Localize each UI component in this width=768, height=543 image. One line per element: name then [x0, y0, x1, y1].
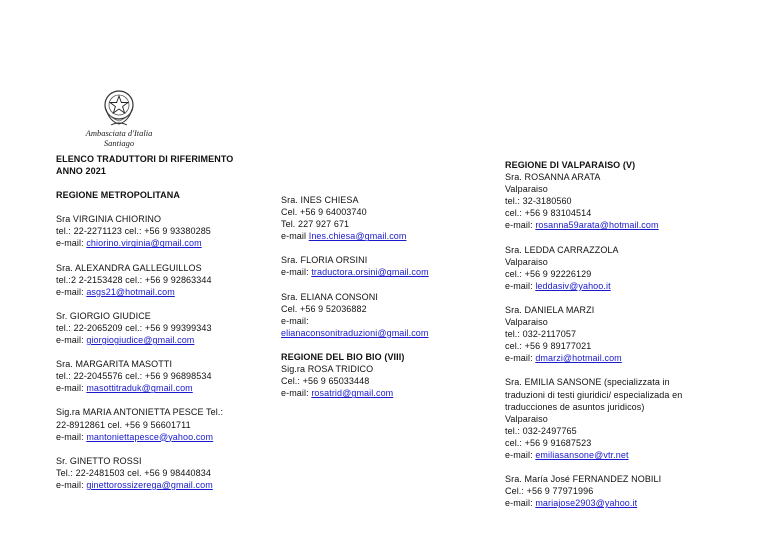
translator-phone: tel.: 32-3180560: [505, 196, 572, 207]
email-label: e-mail:: [281, 267, 312, 278]
embassy-city: Santiago: [103, 137, 135, 148]
email-link[interactable]: giorgiogiudice@gmail.com: [86, 335, 195, 346]
email-label: e-mail:: [505, 280, 536, 291]
translator-name: Sra. DANIELA MARZI: [505, 304, 595, 315]
translator-email-line: [281, 387, 491, 399]
translator-phone: Tel. 227 927 671: [281, 219, 350, 230]
email-link[interactable]: rosanna59arata@hotmail.com: [535, 220, 659, 231]
email-link[interactable]: asgs21@hotmail.com: [86, 286, 175, 297]
translator-entry: [505, 159, 740, 232]
translator-phone: Cel. +56 9 64003740: [281, 207, 367, 218]
email-link[interactable]: elianaconsonitraduzioni@gmail.com: [281, 327, 429, 338]
email-label: e-mail:: [56, 479, 87, 490]
translator-entry: [281, 291, 491, 339]
email-label: e-mail:: [56, 335, 87, 346]
email-link[interactable]: mariajose2903@yahoo.it: [535, 498, 638, 509]
translator-phone: Cel. +56 9 52036882: [281, 303, 367, 314]
translator-email-line: [505, 280, 740, 292]
translator-entry: [281, 254, 491, 278]
translator-entry: [56, 455, 266, 491]
email-label: e-mail:: [56, 238, 87, 249]
translator-email-line: [281, 266, 491, 278]
translator-name: Sra. FLORIA ORSINI: [281, 255, 368, 266]
translator-entry: [505, 376, 740, 461]
translator-phone: tel.: 22-2045576 cel.: +56 9 96898534: [56, 371, 212, 382]
translator-email-line: [56, 237, 266, 249]
translator-email-line: [56, 382, 266, 394]
translator-city: Valparaiso: [505, 317, 548, 328]
email-link[interactable]: masottitraduk@gmail.com: [86, 383, 193, 394]
email-label: e-mail:: [281, 315, 309, 326]
translator-entry: [56, 262, 266, 298]
translator-city: Valparaiso: [505, 413, 548, 424]
translator-email-line: [505, 449, 740, 461]
translator-entry: [56, 213, 266, 249]
email-link[interactable]: traductora.orsini@gmail.com: [311, 267, 429, 278]
email-link[interactable]: chiorino.virginia@gmail.com: [86, 238, 202, 249]
email-link[interactable]: emiliasansone@vtr.net: [535, 449, 629, 460]
translator-email-line: [505, 352, 740, 364]
translator-name: Sr. GINETTO ROSSI: [56, 455, 142, 466]
translator-email-line: [281, 230, 491, 242]
translator-phone: tel.: 032-2117057: [505, 329, 577, 340]
translator-entry: [505, 473, 740, 509]
embassy-name: Ambasciata d'Italia: [85, 128, 153, 138]
email-link[interactable]: dmarzi@hotmail.com: [535, 353, 622, 364]
region-title-metropolitana: REGIONE METROPOLITANA: [56, 190, 180, 201]
translator-email-line: [281, 327, 491, 339]
translator-city: Valparaiso: [505, 256, 548, 267]
email-link[interactable]: Ines.chiesa@gmail.com: [308, 231, 407, 242]
translator-name: Sra. ELIANA CONSONI: [281, 291, 378, 302]
email-label: e-mail:: [505, 220, 536, 231]
translator-email-line: [56, 286, 266, 298]
email-label: e-mail:: [505, 353, 536, 364]
italian-emblem-icon: [102, 87, 136, 127]
translator-entry: [505, 244, 740, 292]
email-label: e-mail:: [56, 431, 87, 442]
translator-phone: cel.: +56 9 92226129: [505, 268, 592, 279]
translator-entry: [281, 194, 491, 242]
document-year: ANNO 2021: [56, 166, 106, 177]
translator-phone: tel.:2 2-2153428 cel.: +56 9 92863344: [56, 274, 212, 285]
translator-city: Valparaiso: [505, 184, 548, 195]
email-link[interactable]: mantoniettapesce@yahoo.com: [86, 431, 214, 442]
translator-phone: cel.: +56 9 89177021: [505, 341, 592, 352]
email-link[interactable]: leddasiv@yahoo.it: [535, 280, 611, 291]
email-label: e-mail:: [56, 286, 87, 297]
region-title-valparaiso: REGIONE DI VALPARAISO (V): [505, 160, 636, 170]
translator-name: Sra. INES CHIESA: [281, 195, 359, 205]
email-label: e-mail:: [281, 388, 312, 399]
translator-name: Sig.ra MARIA ANTONIETTA PESCE Tel.:: [56, 407, 224, 418]
translator-entry: [56, 358, 266, 394]
translator-phone: tel.: 22-2271123 cel.: +56 9 93380285: [56, 226, 211, 237]
document-title: ELENCO TRADUTTORI DI RIFERIMENTO: [56, 154, 234, 164]
translator-phone: Cel.: +56 9 65033448: [281, 376, 370, 387]
translator-email-line: [505, 497, 740, 509]
translator-email-line: [56, 431, 266, 443]
translator-name: Sra. EMILIA SANSONE (specializzata in: [505, 377, 670, 388]
translator-entry: [56, 310, 266, 346]
translator-entry: [56, 406, 266, 442]
translator-phone: 22-8912861 cel. +56 9 56601711: [56, 419, 191, 430]
translator-name: Sra. ALEXANDRA GALLEGUILLOS: [56, 262, 202, 273]
email-link[interactable]: ginettorossizerega@gmail.com: [86, 479, 213, 490]
translator-specialty: traduzioni di testi giuridici/ especializada en: [505, 389, 683, 400]
translator-name: Sra VIRGINIA CHIORINO: [56, 214, 162, 225]
translator-phone: cel.: +56 9 83104514: [505, 208, 592, 219]
email-label: e-mail:: [505, 498, 536, 509]
translator-email-line: [505, 219, 740, 231]
translator-entry: [505, 304, 740, 364]
translator-name: Sig.ra ROSA TRIDICO: [281, 364, 374, 375]
email-label: e-mail:: [56, 383, 87, 394]
column-middle: [281, 194, 491, 411]
translator-phone: Tel.: 22-2481503 cel. +56 9 98440834: [56, 467, 211, 478]
column-left: [56, 153, 266, 503]
column-right: [505, 159, 740, 521]
translator-phone: Cel.: +56 9 77971996: [505, 486, 594, 497]
translator-phone: cel.: +56 9 91687523: [505, 437, 592, 448]
translator-name: Sra. MARGARITA MASOTTI: [56, 359, 173, 370]
translator-phone: tel.: 032-2497765: [505, 425, 577, 436]
email-label: e-mail:: [505, 449, 536, 460]
translator-name: Sr. GIORGIO GIUDICE: [56, 310, 151, 321]
translator-name: Sra. ROSANNA ARATA: [505, 172, 601, 183]
translator-name: Sra. María José FERNANDEZ NOBILI: [505, 474, 662, 485]
translator-name: Sra. LEDDA CARRAZZOLA: [505, 244, 619, 255]
translator-specialty: traducciones de asuntos juridicos): [505, 401, 645, 412]
email-link[interactable]: rosatrid@gmail.com: [311, 388, 394, 399]
region-title-biobio: REGIONE DEL BIO BIO (VIII): [281, 351, 405, 362]
translator-email-line: [56, 479, 266, 491]
email-label: e-mail: [281, 231, 309, 242]
translator-phone: tel.: 22-2065209 cel.: +56 9 99399343: [56, 322, 212, 333]
translator-entry: [281, 351, 491, 399]
translator-email-line: [56, 334, 266, 346]
embassy-logo: [84, 87, 154, 148]
